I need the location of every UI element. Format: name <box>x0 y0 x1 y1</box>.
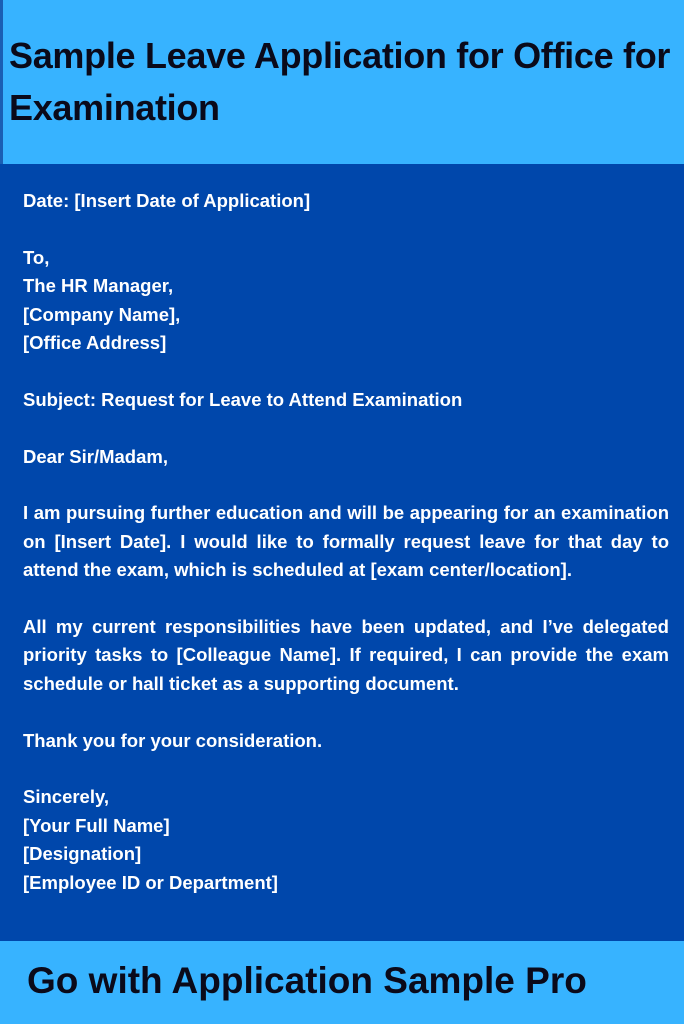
recipient-block <box>23 244 669 358</box>
signoff-id: [Employee ID or Department] <box>23 871 278 893</box>
signoff-block <box>23 783 669 897</box>
recipient-line-2: [Company Name], <box>23 303 181 325</box>
letter-body <box>23 187 669 925</box>
date-line: Date: [Insert Date of Application] <box>23 190 311 211</box>
page-title: Sample Leave Application for Office for Examination <box>9 35 671 128</box>
body-paragraph-1: I am pursuing further education and will be appearing for an examination on [Insert Date]. I would like to formally request leave for that day to attend the exam, which is scheduled at [exam center/location]. <box>23 502 669 581</box>
title-banner <box>0 0 684 164</box>
signoff-closing: Sincerely, <box>23 786 110 808</box>
subject-line: Subject: Request for Leave to Attend Examination <box>23 388 463 410</box>
footer-banner <box>0 941 684 1024</box>
recipient-line-3: [Office Address] <box>23 332 167 354</box>
thanks-line: Thank you for your consideration. <box>23 729 323 751</box>
salutation: Dear Sir/Madam, <box>23 445 168 467</box>
signoff-designation: [Designation] <box>23 843 142 865</box>
recipient-to: To, <box>23 246 50 268</box>
signoff-name: [Your Full Name] <box>23 814 170 836</box>
recipient-line-1: The HR Manager, <box>23 275 174 297</box>
body-paragraph-2: All my current responsibilities have been updated, and I’ve delegated priority tasks to [Colleague Name]. If required, I can provide the exam schedule or hall ticket as a supporting document. <box>23 616 669 694</box>
footer-brand: Go with Application Sample Pro <box>27 960 587 1001</box>
